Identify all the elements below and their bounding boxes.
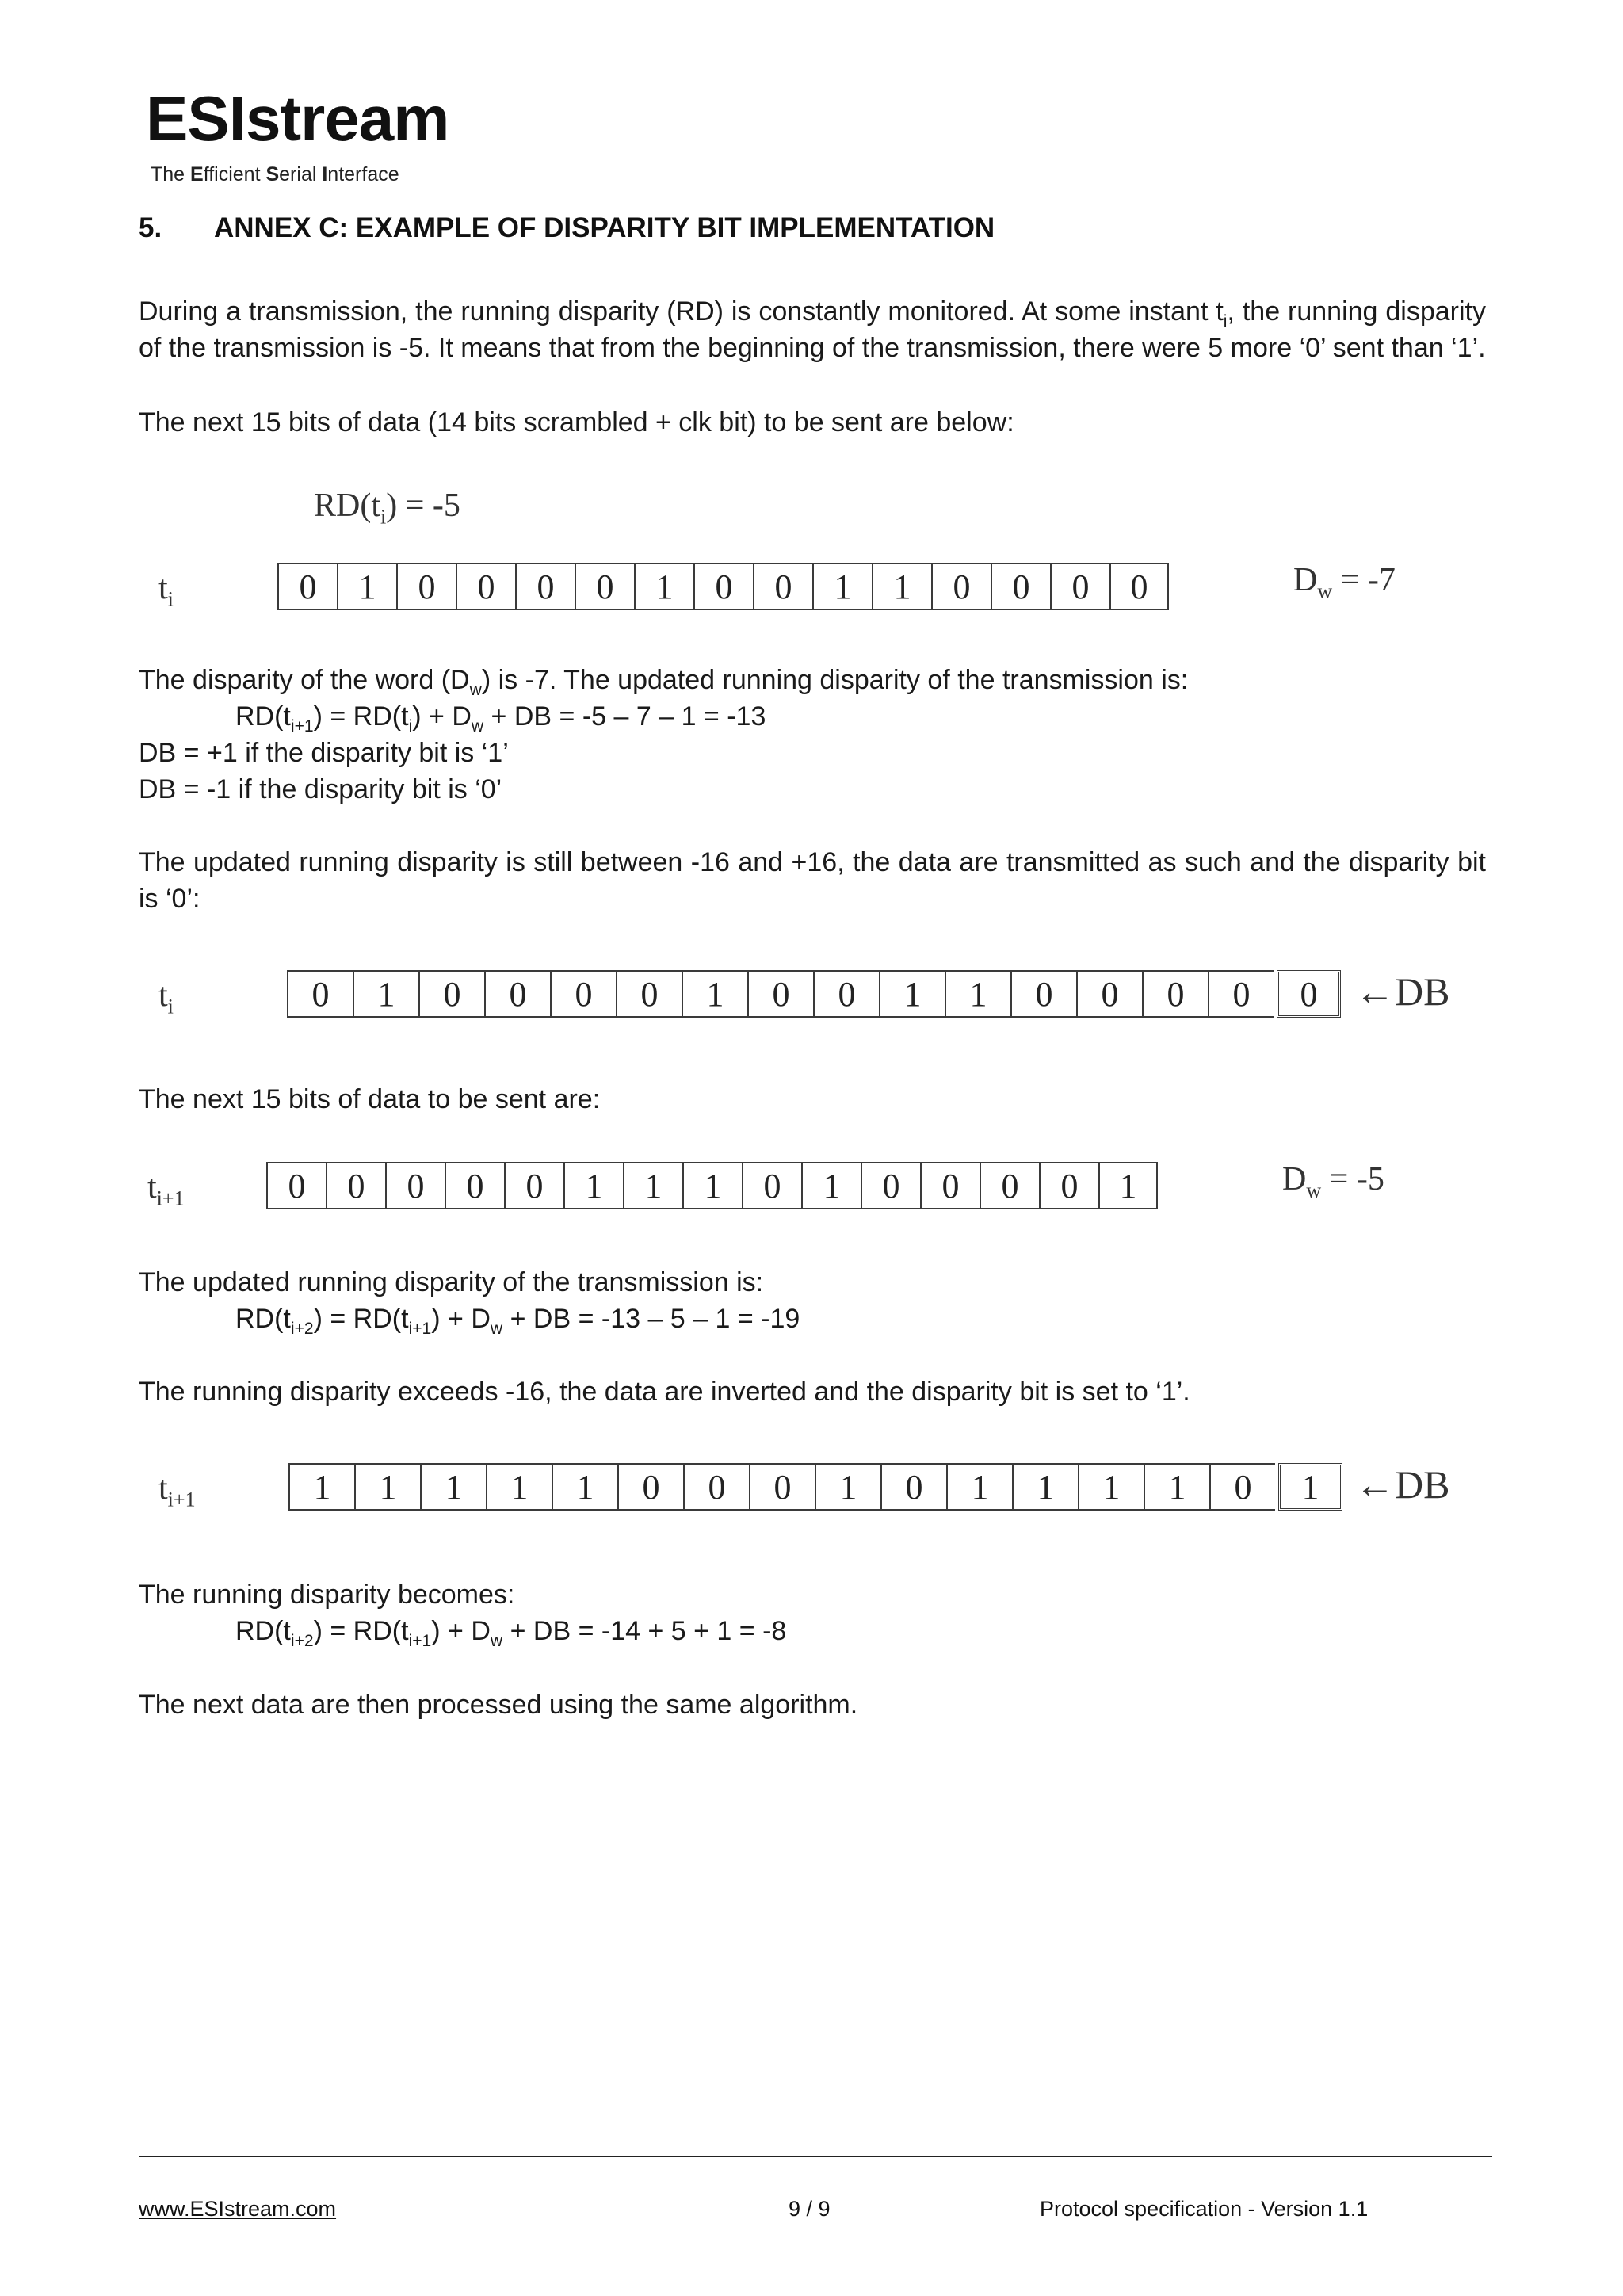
bit-cell: 1	[801, 1162, 861, 1209]
section-number: 5.	[139, 212, 162, 243]
bit-cell: 1	[812, 563, 872, 610]
page-number: 9 / 9	[789, 2197, 831, 2221]
bit-cell: 0	[1208, 970, 1274, 1018]
bit-cell: 0	[326, 1162, 385, 1209]
db-minus-rule: DB = -1 if the disparity bit is ‘0’	[139, 774, 502, 804]
bit-cell: 0	[277, 563, 337, 610]
bit-word-4	[288, 1463, 1342, 1511]
bit-cell: 1	[1098, 1162, 1158, 1209]
db-plus-rule: DB = +1 if the disparity bit is ‘1’	[139, 738, 509, 768]
section-title: ANNEX C: EXAMPLE OF DISPARITY BIT IMPLEMENTATION	[214, 212, 995, 243]
bit-cell: 0	[742, 1162, 801, 1209]
bit-cell: 1	[552, 1463, 617, 1511]
bit-cell: 0	[920, 1162, 980, 1209]
word-disparity-label: $D_w = -7$	[1293, 562, 1396, 603]
bit-cell: 0	[980, 1162, 1039, 1209]
bit-cell: 0	[1076, 970, 1142, 1018]
bit-cell: 0	[266, 1162, 326, 1209]
bit-cell: 0	[991, 563, 1050, 610]
bit-cell: 0	[1050, 563, 1109, 610]
bit-cell: 1	[946, 1463, 1012, 1511]
time-label: $t_{i+1}$	[158, 1470, 196, 1511]
db-arrow-label: ←DB	[1355, 969, 1450, 1014]
bit-cell: 0	[1209, 1463, 1275, 1511]
bit-cell: 0	[484, 970, 550, 1018]
rd-becomes-text: The running disparity becomes:	[139, 1580, 515, 1610]
bit-cell: 0	[385, 1162, 445, 1209]
bit-cell: 0	[617, 1463, 683, 1511]
bit-cell: 1	[563, 1162, 623, 1209]
bit-cell: 1	[879, 970, 945, 1018]
bit-cell: 0	[683, 1463, 749, 1511]
bit-cell: 1	[354, 1463, 420, 1511]
bits-intro-text: The next 15 bits of data (14 bits scrambled + clk bit) to be sent are below:	[139, 407, 1014, 437]
bit-cell: 1	[682, 970, 747, 1018]
bit-cell: 0	[880, 1463, 946, 1511]
bit-cell: 0	[515, 563, 575, 610]
bit-cell: 1	[486, 1463, 552, 1511]
updated-rd-text: The updated running disparity of the transmission is:	[139, 1267, 764, 1297]
logo-tagline: The Efficient Serial Interface	[151, 163, 399, 185]
bit-cell: 0	[396, 563, 456, 610]
bit-cell: 0	[1142, 970, 1208, 1018]
db-arrow-label: ←DB	[1355, 1462, 1450, 1507]
bit-cell: 0	[749, 1463, 815, 1511]
bit-cell: 0	[456, 563, 515, 610]
bit-word-3	[266, 1162, 1158, 1209]
bit-cell: 0	[1109, 563, 1169, 610]
bit-word-1	[277, 563, 1169, 610]
bit-cell: 0	[550, 970, 616, 1018]
time-label: $t_i$	[158, 977, 174, 1018]
website-link[interactable]: www.ESIstream.com	[139, 2197, 337, 2221]
time-label: $t_{i+1}$	[147, 1169, 185, 1210]
bit-cell: 0	[861, 1162, 920, 1209]
bit-cell: 0	[287, 970, 353, 1018]
rd-initial-label: $RD(t_i) = -5$	[314, 487, 460, 529]
bit-word-2	[287, 970, 1341, 1018]
equation-2: $RD(t_{i+2}) = RD(t_{i+1}) + D_w$ + DB = -13 – 5 – 1 = -19	[235, 1304, 800, 1338]
bit-cell: 1	[1012, 1463, 1078, 1511]
bit-cell: 0	[931, 563, 991, 610]
bit-cell: 0	[575, 563, 634, 610]
bit-cell: 1	[337, 563, 396, 610]
bit-cell: 0	[753, 563, 812, 610]
word-disparity-text: The disparity of the word $(D_w)$ is -7. The updated running disparity of the transmission is:	[139, 665, 1189, 699]
transmit-as-such-text: The updated running disparity is still between -16 and +16, the data are transmitted as such and the disparity bit is ‘0’:	[139, 847, 1486, 914]
equation-1: $RD(t_{i+1}) = RD(t_i) + D_w$ + DB = -5 – 7 – 1 = -13	[235, 701, 766, 735]
bit-cell: 0	[445, 1162, 504, 1209]
exceeds-text: The running disparity exceeds -16, the data are inverted and the disparity bit is set to ‘1’.	[139, 1377, 1190, 1407]
bit-cell: 0	[1010, 970, 1076, 1018]
bit-cell: 0	[504, 1162, 563, 1209]
bit-cell: 0	[693, 563, 753, 610]
bit-cell: 1	[872, 563, 931, 610]
bit-cell: 1	[623, 1162, 682, 1209]
bit-cell: 0	[813, 970, 879, 1018]
bit-cell: 1	[288, 1463, 354, 1511]
bit-cell: 1	[682, 1162, 742, 1209]
bit-cell: 1	[420, 1463, 486, 1511]
next-bits-text: The next 15 bits of data to be sent are:	[139, 1084, 601, 1114]
logo: ESIstream	[146, 83, 449, 154]
bit-cell: 0	[1039, 1162, 1098, 1209]
word-disparity-label: $D_w = -5$	[1282, 1161, 1384, 1202]
bit-cell: 1	[353, 970, 418, 1018]
spec-version: Protocol specification - Version 1.1	[1040, 2197, 1369, 2221]
bit-cell: 0	[616, 970, 682, 1018]
footer-divider	[139, 2156, 1492, 2157]
bit-cell: 0	[418, 970, 484, 1018]
intro-paragraph: During a transmission, the running disparity (RD) is constantly monitored. At some instant $t_i$, the running disparity of the transmission is -5. It means that from the beginning of the transmission, there were 5 more ‘0’ sent than ‘1’.	[139, 296, 1486, 363]
bit-cell: 1	[945, 970, 1010, 1018]
closing-text: The next data are then processed using the same algorithm.	[139, 1690, 858, 1720]
disparity-bit-cell: 1	[1278, 1463, 1342, 1511]
disparity-bit-cell: 0	[1277, 970, 1341, 1018]
bit-cell: 0	[747, 970, 813, 1018]
footer-link-wrap	[139, 2197, 336, 2222]
bit-cell: 1	[815, 1463, 880, 1511]
bit-cell: 1	[1078, 1463, 1144, 1511]
bit-cell: 1	[634, 563, 693, 610]
equation-3: $RD(t_{i+2}) = RD(t_{i+1}) + D_w$ + DB = -14 + 5 + 1 = -8	[235, 1616, 787, 1650]
time-label: $t_i$	[158, 570, 174, 611]
bit-cell: 1	[1144, 1463, 1209, 1511]
